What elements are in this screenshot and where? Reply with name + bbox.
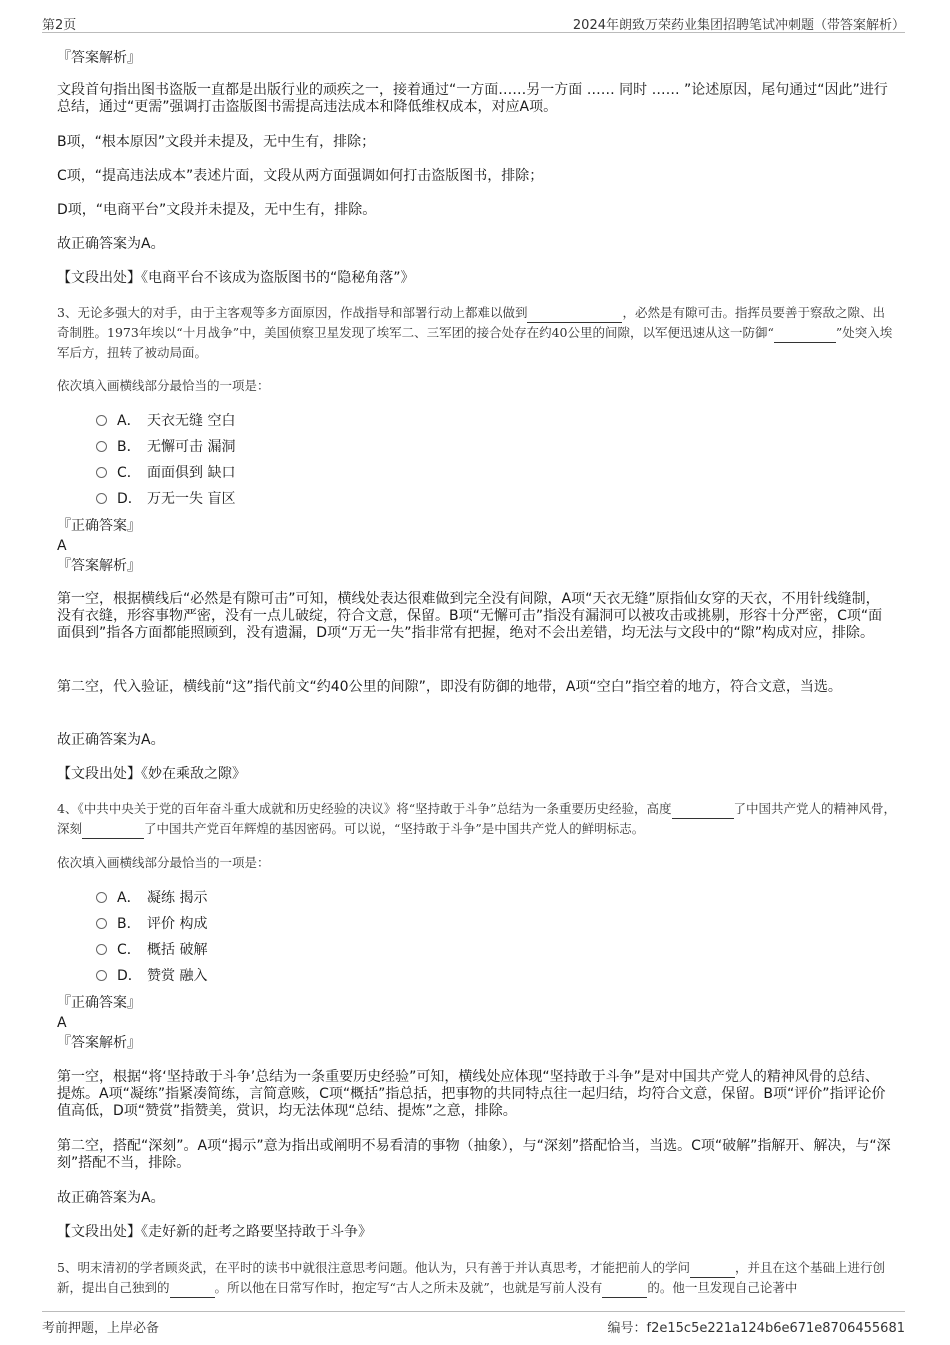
q3-option-d[interactable]: D． 万无一失 盲区 — [96, 490, 235, 508]
q4-explain-p1: 第一空，根据“将‘坚持敢于斗争’总结为一条重要历史经验”可知，横线处应体现“坚持敢于斗争”是对中国共产党人的精神风骨的总结、提炼。A项“凝练”指紧凑简练，言简意赅，C项“概括”指总括，把事物的共同特点往一起归结，均符合文意，保留。B项“评价”指评论价值高低，D项“赞赏”指赞美，赏识，均无法体现“总结、提炼”之意，排除。 — [57, 1069, 886, 1119]
q4-option-b[interactable]: B． 评价 构成 — [96, 915, 207, 933]
q2-explain-p4: D项，“电商平台”文段并未提及，无中生有，排除。 — [57, 202, 377, 218]
q4-prompt: 依次填入画横线部分最恰当的一项是： — [57, 855, 270, 870]
radio-icon[interactable] — [96, 892, 107, 903]
q3-source: 【文段出处】《妙在乘敌之隙》 — [57, 766, 246, 782]
radio-icon[interactable] — [96, 918, 107, 929]
q2-explain-p3: C项，“提高违法成本”表述片面，文段从两方面强调如何打击盗版图书，排除； — [57, 168, 544, 184]
q5-stem: 5、明末清初的学者顾炎武，在平时的读书中就很注意思考问题。他认为，只有善于并认真思考，才能把前人的学问 ，并且在这个基础上进行创新，提出自己独到的 。所以他在日常写作时，抱定写“古人之所未及就”，也就是写前人没有 的。他一旦发现自己论著中 — [57, 1258, 897, 1298]
blank — [527, 303, 622, 323]
radio-icon[interactable] — [96, 944, 107, 955]
q3-stem: 3、无论多强大的对手，由于主客观等多方面原因，作战指导和部署行动上都难以做到 ，必然是有隙可击。指挥员要善于察敌之隙、出奇制胜。1973年埃以“十月战争”中，美国侦察卫星发现了埃军二、三军团的接合处存在约40公里的间隙，以军便迅速从这一防御“ ”处突入埃军后方，扭转了被动局面。 — [57, 305, 893, 360]
document-id: 编号：f2e15c5e221a124b6e671e8706455681 — [607, 1321, 905, 1336]
q2-explain-p2: B项，“根本原因”文段并未提及，无中生有，排除； — [57, 134, 376, 150]
q3-explain-p2: 第二空，代入验证，横线前“这”指代前文“约40公里的间隙”，即没有防御的地带，A项“空白”指空着的地方，符合文意，当选。 — [57, 679, 842, 695]
q3-option-c[interactable]: C． 面面俱到 缺口 — [96, 464, 235, 482]
q4-conclusion: 故正确答案为A。 — [57, 1190, 165, 1206]
radio-icon[interactable] — [96, 415, 107, 426]
blank — [170, 1278, 215, 1298]
q4-answer-label: 『正确答案』 — [57, 995, 141, 1011]
blank — [672, 799, 734, 819]
q4-stem: 4、《中共中央关于党的百年奋斗重大成就和历史经验的决议》将“坚持敢于斗争”总结为一条重要历史经验，高度 了中国共产党人的精神风骨，深刻 了中国共产党百年辉煌的基因密码。可以说，“坚持敢于斗争”是中国共产党人的鲜明标志。 — [57, 799, 897, 839]
radio-icon[interactable] — [96, 441, 107, 452]
q2-explain-label: 『答案解析』 — [57, 50, 141, 66]
q3-answer-label: 『正确答案』 — [57, 518, 141, 534]
q3-prompt: 依次填入画横线部分最恰当的一项是： — [57, 378, 270, 393]
q4-option-c[interactable]: C． 概括 破解 — [96, 941, 207, 959]
q2-explain-p1: 文段首句指出图书盗版一直都是出版行业的顽疾之一，接着通过“一方面……另一方面 …… 同时 …… ”论述原因，尾句通过“因此”进行总结，通过“更需”强调打击盗版图书需提高违法成本和降低维权成本，对应A项。 — [57, 82, 888, 115]
blank — [602, 1278, 647, 1298]
q3-answer: A — [57, 538, 67, 554]
q4-explain-p2: 第二空，搭配“深刻”。A项“揭示”意为指出或阐明不易看清的事物（抽象），与“深刻”搭配恰当，当选。C项“破解”指解开、解决，与“深刻”搭配不当，排除。 — [57, 1138, 891, 1171]
page-number: 第2页 — [42, 18, 77, 33]
blank — [774, 323, 836, 343]
q3-explain-label: 『答案解析』 — [57, 558, 141, 574]
q4-explain-label: 『答案解析』 — [57, 1035, 141, 1051]
q3-explain-p1: 第一空，根据横线后“必然是有隙可击”可知，横线处表达很难做到完全没有间隙，A项“天衣无缝”原指仙女穿的天衣，不用针线缝制，没有衣缝，形容事物严密，没有一点儿破绽，符合文意，保留。B项“无懈可击”指没有漏洞可以被攻击或挑剔，形容十分严密，C项“面面俱到”指各方面都能照顾到，没有遗漏，D项“万无一失”指非常有把握，绝对不会出差错，均无法与文段中的“隙”构成对应，排除。 — [57, 591, 883, 641]
radio-icon[interactable] — [96, 493, 107, 504]
q4-option-a[interactable]: A． 凝练 揭示 — [96, 889, 207, 907]
q4-option-d[interactable]: D． 赞赏 融入 — [96, 967, 207, 985]
radio-icon[interactable] — [96, 467, 107, 478]
q3-option-b[interactable]: B． 无懈可击 漏洞 — [96, 438, 235, 456]
page-footer — [42, 1311, 905, 1338]
q2-conclusion: 故正确答案为A。 — [57, 236, 165, 252]
document-title: 2024年朗致万荣药业集团招聘笔试冲刺题（带答案解析） — [572, 18, 905, 33]
q3-conclusion: 故正确答案为A。 — [57, 732, 165, 748]
q4-source: 【文段出处】《走好新的赶考之路要坚持敢于斗争》 — [57, 1224, 372, 1240]
footer-slogan: 考前押题，上岸必备 — [42, 1321, 160, 1336]
radio-icon[interactable] — [96, 970, 107, 981]
blank — [690, 1258, 735, 1278]
q2-source: 【文段出处】《电商平台不该成为盗版图书的“隐秘角落”》 — [57, 270, 415, 286]
q3-option-a[interactable]: A． 天衣无缝 空白 — [96, 412, 235, 430]
blank — [82, 819, 144, 839]
page-header — [42, 12, 905, 33]
q4-answer: A — [57, 1015, 67, 1031]
